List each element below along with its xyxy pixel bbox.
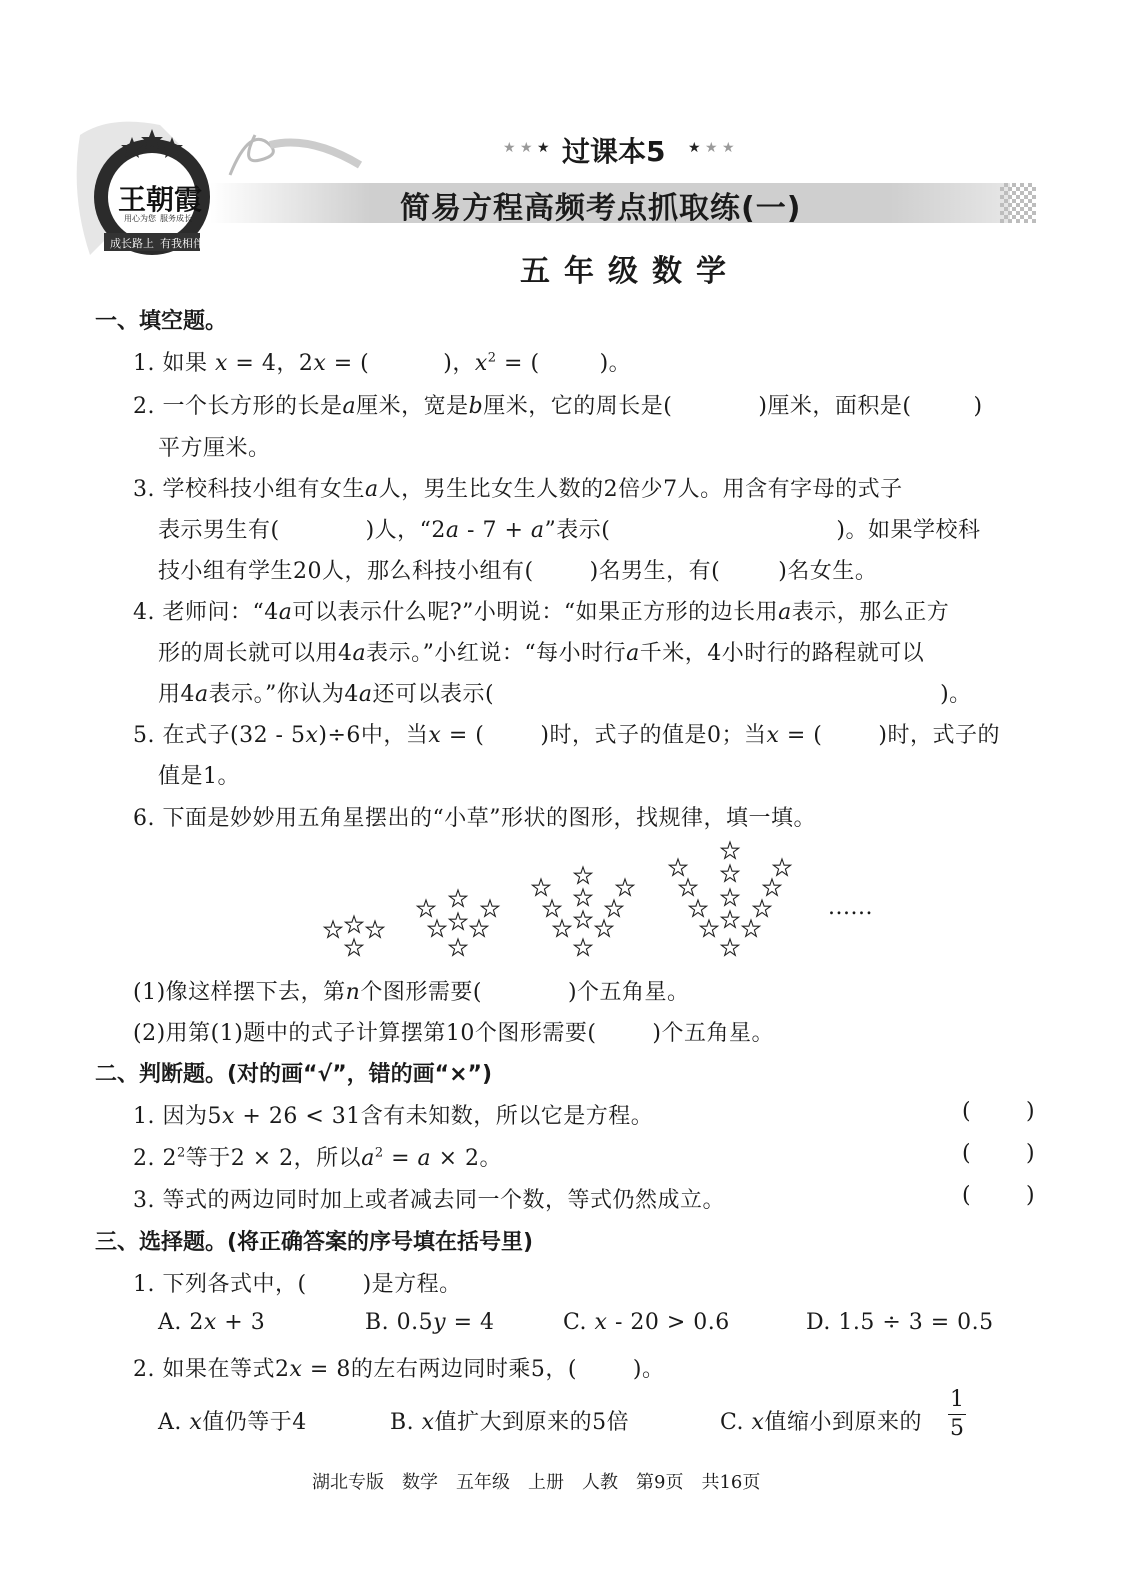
pattern-star — [532, 879, 549, 895]
question-1-6-line1: 6. 下面是妙妙用五角星摆出的“小草”形状的图形，找规律，填一填。 — [133, 806, 816, 831]
fraction-denominator: 5 — [950, 1416, 964, 1441]
pattern-star — [616, 879, 633, 895]
question-1-4-line3: 用4a表示。”你认为4a还可以表示( )。 — [158, 682, 972, 707]
pattern-star — [417, 900, 434, 916]
choice-2-option-b: B. x值扩大到原来的5倍 — [390, 1410, 630, 1435]
pattern-star — [721, 842, 738, 858]
pattern-star — [721, 889, 738, 905]
judge-2-open-paren: ( — [962, 1141, 971, 1166]
pattern-star — [543, 900, 560, 916]
pattern-star — [773, 859, 790, 875]
pattern-star — [574, 911, 591, 927]
question-1-6-sub1: (1)像这样摆下去，第n个图形需要( )个五角星。 — [133, 980, 690, 1005]
section2-heading: 二、判断题。(对的画“√”，错的画“×”) — [95, 1062, 493, 1087]
ribbon-decoration — [210, 115, 370, 195]
question-1-2-line2: 平方厘米。 — [158, 436, 271, 461]
question-1-3-line1: 3. 学校科技小组有女生a人，男生比女生人数的2倍少7人。用含有字母的式子 — [133, 477, 903, 502]
pattern-star — [481, 900, 498, 916]
section1-heading: 一、填空题。 — [95, 309, 228, 334]
star-pattern-figure — [310, 835, 810, 965]
checker-pattern — [1000, 183, 1036, 223]
fraction-numerator: 1 — [950, 1387, 964, 1412]
logo-small-left: 用心为您 — [124, 214, 156, 223]
fraction-one-fifth — [946, 1388, 968, 1441]
series-stars-right: ★ ★ ★ — [688, 140, 735, 156]
judge-3-close-paren: ) — [1026, 1183, 1035, 1208]
judge-3-open-paren: ( — [962, 1183, 971, 1208]
pattern-star — [763, 879, 780, 895]
page-subtitle: 五年级数学 — [520, 254, 740, 289]
pattern-star — [700, 920, 717, 936]
pattern-star — [324, 921, 341, 937]
pattern-ellipsis: ...... — [828, 895, 873, 920]
series-stars-left: ★ ★ ★ — [503, 140, 550, 156]
pattern-star — [449, 939, 466, 955]
pattern-star — [345, 939, 362, 955]
pattern-star — [605, 900, 622, 916]
question-1-4-line1: 4. 老师问：“4a可以表示什么呢?”小明说：“如果正方形的边长用a表示，那么正方 — [133, 600, 950, 625]
pattern-star — [742, 920, 759, 936]
choice-1-option-a: A. 2x + 3 — [158, 1310, 266, 1335]
question-1-2-line1: 2. 一个长方形的长是a厘米，宽是b厘米，它的周长是( )厘米，面积是( ) — [133, 394, 983, 419]
question-1-5-line1: 5. 在式子(32 - 5x)÷6中，当x = ( )时，式子的值是0；当x = ( )时，式子的 — [133, 723, 1000, 748]
section3-heading: 三、选择题。(将正确答案的序号填在括号里) — [95, 1230, 534, 1255]
question-1-6-sub2: (2)用第(1)题中的式子计算摆第10个图形需要( )个五角星。 — [133, 1021, 774, 1046]
judge-3: 3. 等式的两边同时加上或者减去同一个数，等式仍然成立。 — [133, 1188, 725, 1213]
pattern-star — [470, 920, 487, 936]
choice-2-option-a: A. x值仍等于4 — [158, 1410, 307, 1435]
judge-1-open-paren: ( — [962, 1099, 971, 1124]
judge-1: 1. 因为5x + 26 < 31含有未知数，所以它是方程。 — [133, 1104, 654, 1129]
question-1-3-line2: 表示男生有( )人，“2a - 7 + a”表示( )。如果学校科 — [158, 518, 981, 543]
question-1-3-line3: 技小组有学生20人，那么科技小组有( )名男生，有( )名女生。 — [158, 559, 878, 584]
choice-2-option-c: C. x值缩小到原来的 — [720, 1410, 922, 1435]
pattern-star — [553, 920, 570, 936]
pattern-star — [574, 939, 591, 955]
pattern-star — [574, 889, 591, 905]
pattern-star — [721, 865, 738, 881]
logo-brand-text: 王朝霞 — [118, 183, 203, 216]
pattern-star — [721, 939, 738, 955]
judge-1-close-paren: ) — [1026, 1099, 1035, 1124]
series-title: 过课本5 — [562, 135, 666, 168]
question-1-5-line2: 值是1。 — [158, 764, 240, 789]
choice-1-option-b: B. 0.5y = 4 — [365, 1310, 495, 1335]
pattern-star — [679, 879, 696, 895]
logo-ribbon-left: 成长路上 — [110, 237, 154, 250]
pattern-star — [449, 913, 466, 929]
pattern-star — [669, 859, 686, 875]
pattern-star — [366, 921, 383, 937]
pattern-star — [689, 900, 706, 916]
choice-1-option-c: C. x - 20 > 0.6 — [563, 1310, 730, 1335]
pattern-star — [753, 900, 770, 916]
logo-ribbon-right: 有我相伴 — [160, 237, 204, 250]
judge-2: 2. $2^2$等于2 × 2，所以$a^2 = a \times 2$。 — [133, 1145, 503, 1171]
pattern-star — [428, 920, 445, 936]
pattern-star — [721, 911, 738, 927]
fraction-bar — [948, 1414, 966, 1415]
pattern-star — [449, 890, 466, 906]
pattern-star — [345, 916, 362, 932]
choice-1: 1. 下列各式中，( )是方程。 — [133, 1272, 462, 1297]
pattern-star — [574, 867, 591, 883]
logo-small-right: 服务成长 — [160, 214, 192, 223]
pattern-star — [595, 920, 612, 936]
choice-1-option-d: D. 1.5 ÷ 3 = 0.5 — [806, 1310, 994, 1335]
question-1-1: 1. 如果 x = 4，2x = ( )，$x^2$ = ( )。 — [133, 350, 632, 376]
page-footer: 湖北专版 数学 五年级 上册 人教 第9页 共16页 — [312, 1472, 761, 1493]
question-1-4-line2: 形的周长就可以用4a表示。”小红说：“每小时行a千米，4小时行的路程就可以 — [158, 641, 925, 666]
judge-2-close-paren: ) — [1026, 1141, 1035, 1166]
page-title: 简易方程高频考点抓取练(一) — [400, 191, 802, 226]
choice-2: 2. 如果在等式2x = 8的左右两边同时乘5，( )。 — [133, 1357, 665, 1382]
